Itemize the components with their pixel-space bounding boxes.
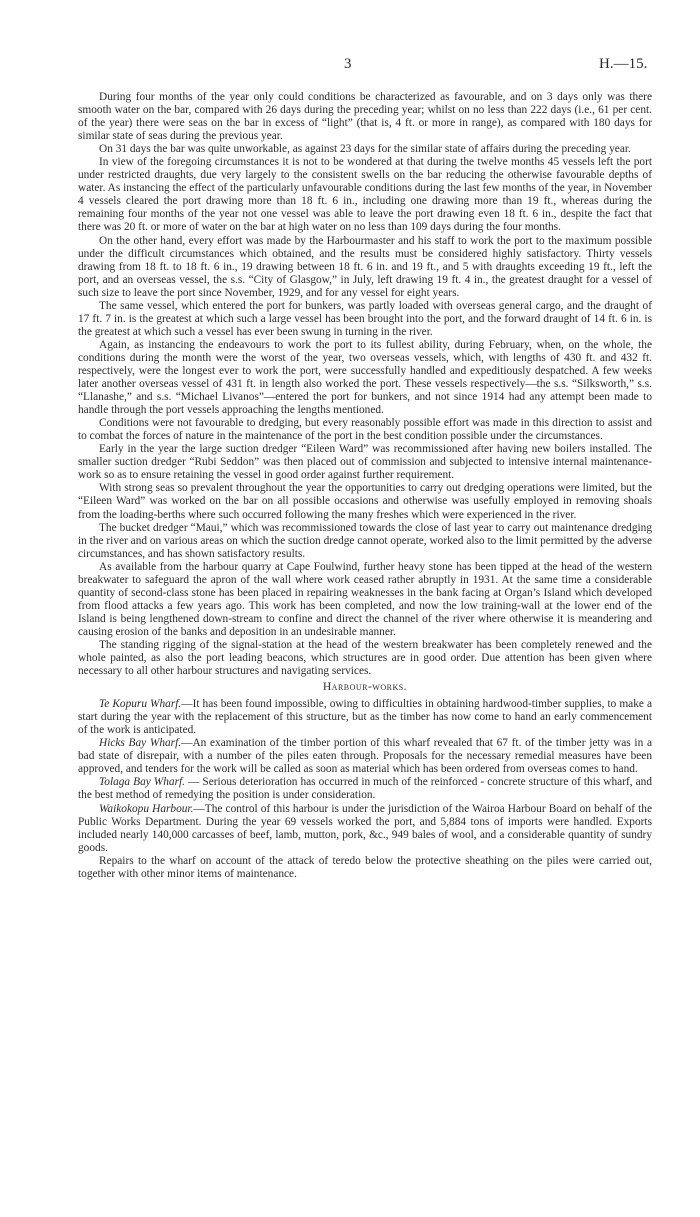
document-body <box>78 56 652 881</box>
harbour-work-title: Hicks Bay Wharf. <box>99 737 182 750</box>
paragraph: On the other hand, every effort was made by the Harbourmaster and his staff to work the port to the maximum possible under the difficult circumstances which obtained, and the results must be considered highly satisfactory. Thirty vessels drawing from 18 ft. to 18 ft. 6 in., 19 drawing between 18 ft. 6 in. and 19 ft., and 5 with draughts exceeding 19 ft., left the port, and an overseas vessel, the s.s. “City of Glasgow,” in July, left drawing 19 ft. 4 in., the greatest draught for a vessel of such size to leave the port since November, 1929, and for any vessel for eight years. <box>78 234 652 299</box>
paragraph: Early in the year the large suction dredger “Eileen Ward” was recommissioned after having new boilers installed. The smaller suction dredger “Rubi Seddon” was then placed out of commission and subjected to intensive internal maintenance-work so as to ensure retaining the vessel in good order against further requirement. <box>78 443 652 482</box>
harbour-work-title: Waikokopu Harbour. <box>99 802 194 815</box>
document-reference: H.—15. <box>599 56 648 72</box>
paragraph: With strong seas so prevalent throughout the year the opportunities to carry out dredging operations were limited, but the “Eileen Ward” was worked on the bar on all possible occasions and otherwise was usefully employed in removing shoals from the loading-berths where such occurred following the many freshes which were experienced in the river. <box>78 482 652 521</box>
section-heading: Harbour-works. <box>322 681 408 694</box>
harbour-work-text: —The control of this harbour is under the jurisdiction of the Wairoa Harbour Board on behalf of the Public Works Department. During the year 69 vessels worked the port, and 5,884 tons of imports were handled. Exports included nearly 140,000 carcasses of beef, lamb, mutton, pork, &c., 949 bales of wool, and a considerable quantity of sundry goods. <box>78 802 652 854</box>
paragraph: On 31 days the bar was quite unworkable, as against 23 days for the similar state of affairs during the preceding year. <box>99 143 631 156</box>
paragraph: The bucket dredger “Maui,” which was recommissioned towards the close of last year to carry out maintenance dredging in the river and on various areas on which the suction dredge cannot operate, worked also to the limit permitted by the adverse circumstances, and has shown satisfactory results. <box>78 521 652 560</box>
harbour-work-text: — Serious deterioration has occurred in much of the reinforced - concrete structure of this wharf, and the best method of remedying the position is under consideration. <box>78 776 653 802</box>
harbour-work-title: Te Kopuru Wharf. <box>99 698 182 711</box>
page-number: 3 <box>344 56 352 72</box>
paragraph: In view of the foregoing circumstances it is not to be wondered at that during the twelve months 45 vessels left the port under restricted draughts, due very largely to the consistent swells on the bar reducing the otherwise favourable depths of water. As instancing the effect of the particularly unfavourable conditions during the last few months of the year, in November 4 vessels cleared the port drawing more than 18 ft. 6 in., including one drawing more than 19 ft., whereas during the remaining four months of the year not one vessel was able to leave the port drawing even 18 ft. 6 in., despite the fact that there was 20 ft. or more of water on the bar at high water on no less than 109 days during the four months. <box>78 156 652 234</box>
paragraph: As available from the harbour quarry at Cape Foulwind, further heavy stone has been tipped at the head of the western breakwater to safeguard the apron of the wall where work ceased rather abruptly in 1931. At the same time a considerable quantity of second-class stone has been placed in repairing weaknesses in the bank facing at Organ’s Island which developed from flood attacks a few years ago. This work has been completed, and now the low training-wall at the lower end of the Island is being lengthened down-stream to confine and direct the channel of the river where otherwise it is meandering and causing erosion of the banks and deposition in an undesirable manner. <box>78 560 652 638</box>
paragraph: The same vessel, which entered the port for bunkers, was partly loaded with overseas general cargo, and the draught of 17 ft. 7 in. is the greatest at which such a large vessel has been brought into the port, and the forward draught of 14 ft. 6 in. is the greatest at which such a vessel has ever been swung in turning in the river. <box>78 299 652 338</box>
harbour-work-title: Tolaga Bay Wharf. <box>99 776 186 789</box>
paragraph: During four months of the year only could conditions be characterized as favourable, and on 3 days only was there smooth water on the bar, compared with 26 days during the preceding year; whilst on no less than 222 days (i.e., 61 per cent. of the year) there were seas on the bar in excess of “light” (that is, 4 ft. or more in range), as compared with 180 days for similar state of seas during the previous year. <box>78 91 652 143</box>
harbour-work-item <box>78 737 652 776</box>
harbour-work-item <box>78 698 652 737</box>
harbour-work-item <box>78 776 652 802</box>
paragraph: Conditions were not favourable to dredging, but every reasonably possible effort was made in this direction to assist and to combat the forces of nature in the maintenance of the port in the best condition possible under the circumstances. <box>78 417 652 443</box>
harbour-work-item <box>78 803 652 855</box>
paragraph: Again, as instancing the endeavours to work the port to its fullest ability, during February, when, on the whole, the conditions during the month were the worst of the year, two overseas vessels, which, with lengths of 430 ft. and 432 ft. respectively, were the longest ever to work the port, were successfully handled and expeditiously despatched. A few weeks later another overseas vessel of 431 ft. in length also worked the port. These vessels respectively—the s.s. “Silksworth,” s.s. “Llanashe,” and s.s. “Michael Livanos”—entered the port for bunkers, and not since 1914 had any attempt been made to handle through the port vessels approaching the lengths mentioned. <box>78 338 652 417</box>
paragraph: Repairs to the wharf on account of the attack of teredo below the protective sheathing on the piles were carried out, together with other minor items of maintenance. <box>78 854 652 880</box>
harbour-work-text: —An examination of the timber portion of this wharf revealed that 67 ft. of the timber jetty was in a bad state of disrepair, with a number of the piles eaten through. Proposals for the necessary remedial measures have been approved, and tenders for the work will be called as soon as material which has been ordered from overseas comes to hand. <box>78 737 652 776</box>
paragraph: The standing rigging of the signal-station at the head of the western breakwater has been completely renewed and the whole painted, as also the port leading beacons, which structures are in good order. Due attention has been given where necessary to all other harbour structures and navigating services. <box>78 638 652 678</box>
harbour-work-text: —It has been found impossible, owing to difficulties in obtaining hardwood-timber supplies, to make a start during the year with the replacement of this structure, but as the timber has now come to hand an early commencement of the work is anticipated. <box>78 698 652 737</box>
